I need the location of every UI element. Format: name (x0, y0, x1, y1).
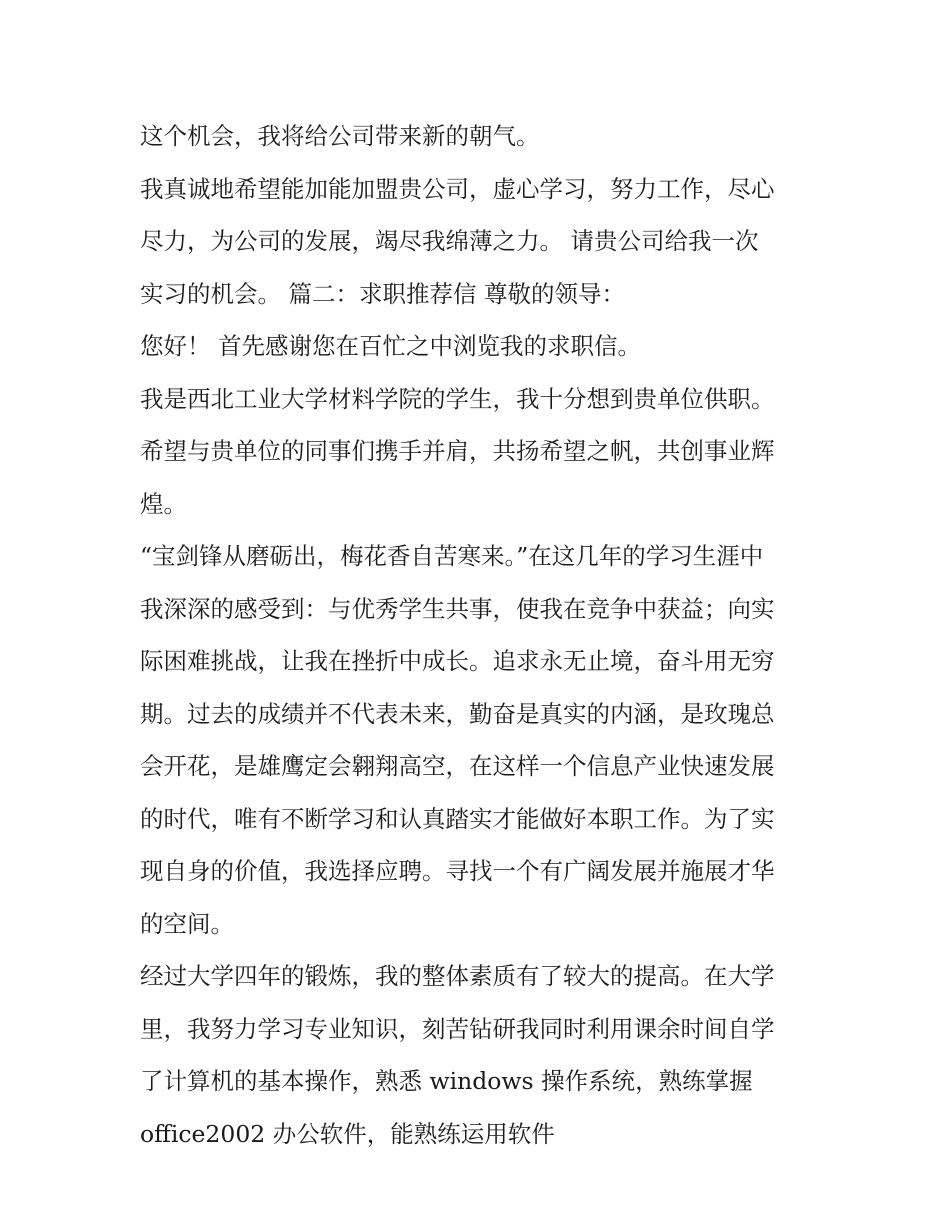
text-line: 期。过去的成绩并不代表未来，勤奋是真实的内涵，是玫瑰总 (140, 699, 775, 728)
text-line: 经过大学四年的锻炼，我的整体素质有了较大的提高。在大学 (140, 962, 775, 990)
text-line: 您好！ 首先感谢您在百忙之中浏览我的求职信。 (140, 332, 641, 360)
text-line: 我真诚地希望能加能加盟贵公司，虚心学习，努力工作，尽心 (140, 174, 775, 203)
text-line: 的时代，唯有不断学习和认真踏实才能做好本职工作。为了实 (140, 804, 775, 833)
text-line: office2002 办公软件，能熟练运用软件 (140, 1119, 555, 1148)
text-line: 实习的机会。 篇二：求职推荐信 尊敬的领导： (140, 279, 625, 308)
text-line: 煌。 (140, 489, 187, 518)
body-text (140, 110, 820, 1160)
text-line: “宝剑锋从磨砺出，梅花香自苦寒来。”在这几年的学习生涯中 (140, 542, 764, 570)
text-line: 我深深的感受到：与优秀学生共事，使我在竞争中获益；向实 (140, 594, 775, 623)
text-line: 尽力，为公司的发展，竭尽我绵薄之力。 请贵公司给我一次 (140, 227, 759, 255)
text-line: 里，我努力学习专业知识，刻苦钻研我同时利用课余时间自学 (140, 1014, 775, 1043)
text-line: 会开花，是雄鹰定会翱翔高空，在这样一个信息产业快速发展 (140, 752, 775, 780)
text-line: 希望与贵单位的同事们携手并肩，共扬希望之帆，共创事业辉 (140, 437, 775, 465)
text-line: 了计算机的基本操作，熟悉 windows 操作系统，熟练掌握 (140, 1067, 753, 1095)
text-line: 这个机会，我将给公司带来新的朝气。 (140, 122, 540, 150)
text-line: 的空间。 (140, 909, 234, 938)
text-line: 现自身的价值，我选择应聘。寻找一个有广阔发展并施展才华 (140, 857, 775, 885)
text-line: 际困难挑战，让我在挫折中成长。追求永无止境，奋斗用无穷 (140, 647, 775, 675)
text-line: 我是西北工业大学材料学院的学生，我十分想到贵单位供职。 (140, 384, 775, 413)
